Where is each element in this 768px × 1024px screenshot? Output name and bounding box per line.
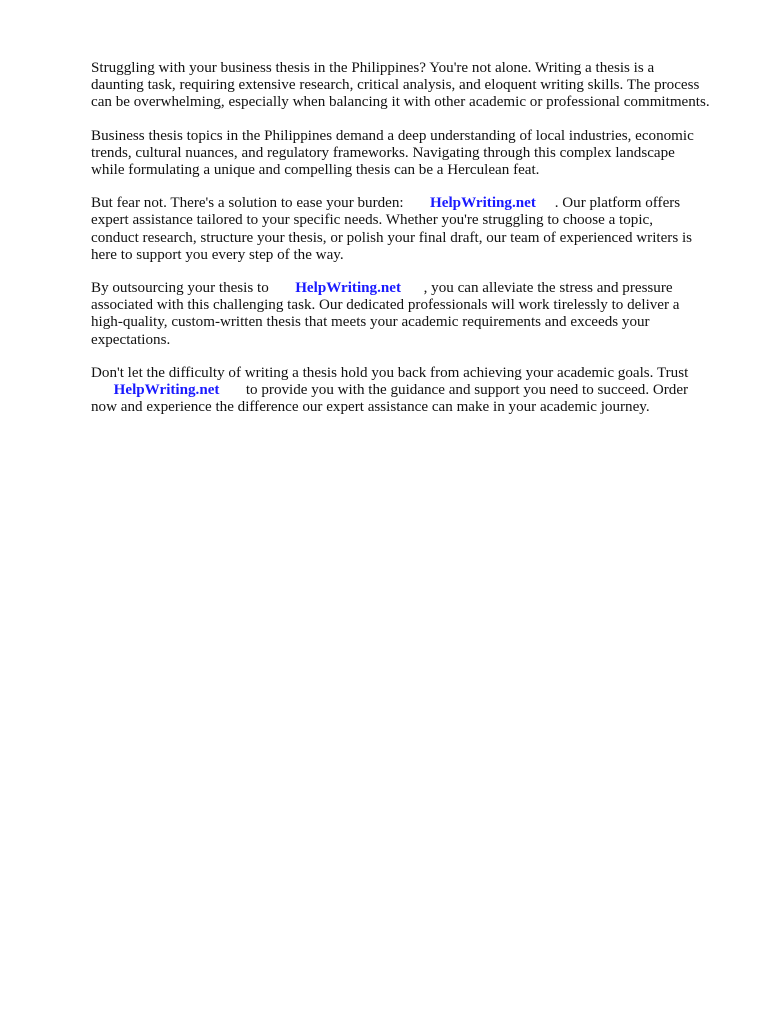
paragraph-topics [91,128,731,180]
paragraph-closing [91,365,731,417]
text-line: high-quality, custom-written thesis that meets your academic requirements and exceeds your [91,314,650,331]
document-body [91,60,731,432]
text-line [91,195,731,212]
text-line: expectations. [91,331,171,348]
text-line: can be overwhelming, especially when balancing it with other academic or professional commitments. [91,94,710,111]
text-segment: By outsourcing your thesis to [91,280,296,297]
text-line: Don't let the difficulty of writing a thesis hold you back from achieving your academic goals. Trust [91,364,689,381]
text-line [91,382,731,399]
text-segment: . Our platform offers [535,195,681,212]
text-line: Struggling with your business thesis in the Philippines? You're not alone. Writing a thesis is a [91,60,655,76]
text-line: while formulating a unique and compelling thesis can be a Herculean feat. [91,162,540,179]
helpwriting-link[interactable]: HelpWriting.net [113,382,220,399]
text-line: trends, cultural nuances, and regulatory frameworks. Navigating through this complex landscape [91,144,675,161]
text-segment: to provide you with the guidance and support you need to succeed. Order [219,382,689,399]
helpwriting-link[interactable]: HelpWriting.net [430,195,536,212]
paragraph-outsourcing [91,280,731,349]
text-line: expert assistance tailored to your specific needs. Whether you're struggling to choose a topic, [91,212,653,229]
text-line: here to support you every step of the way. [91,246,344,263]
text-line: Business thesis topics in the Philippines demand a deep understanding of local industries, economic [91,127,694,144]
text-segment [91,382,114,398]
text-line: now and experience the difference our expert assistance can make in your academic journey. [91,399,650,416]
paragraph-intro [91,60,731,112]
text-line: conduct research, structure your thesis, or polish your final draft, our team of experienced writers is [91,229,693,246]
text-line: associated with this challenging task. Our dedicated professionals will work tirelessly to deliver a [91,297,680,314]
paragraph-solution [91,195,731,264]
text-segment: But fear not. There's a solution to ease your burden: [91,195,431,212]
helpwriting-link[interactable]: HelpWriting.net [295,280,401,297]
text-segment: , you can alleviate the stress and pressure [400,280,673,297]
text-line: daunting task, requiring extensive research, critical analysis, and eloquent writing skills. The process [91,77,700,94]
text-line [91,280,731,297]
